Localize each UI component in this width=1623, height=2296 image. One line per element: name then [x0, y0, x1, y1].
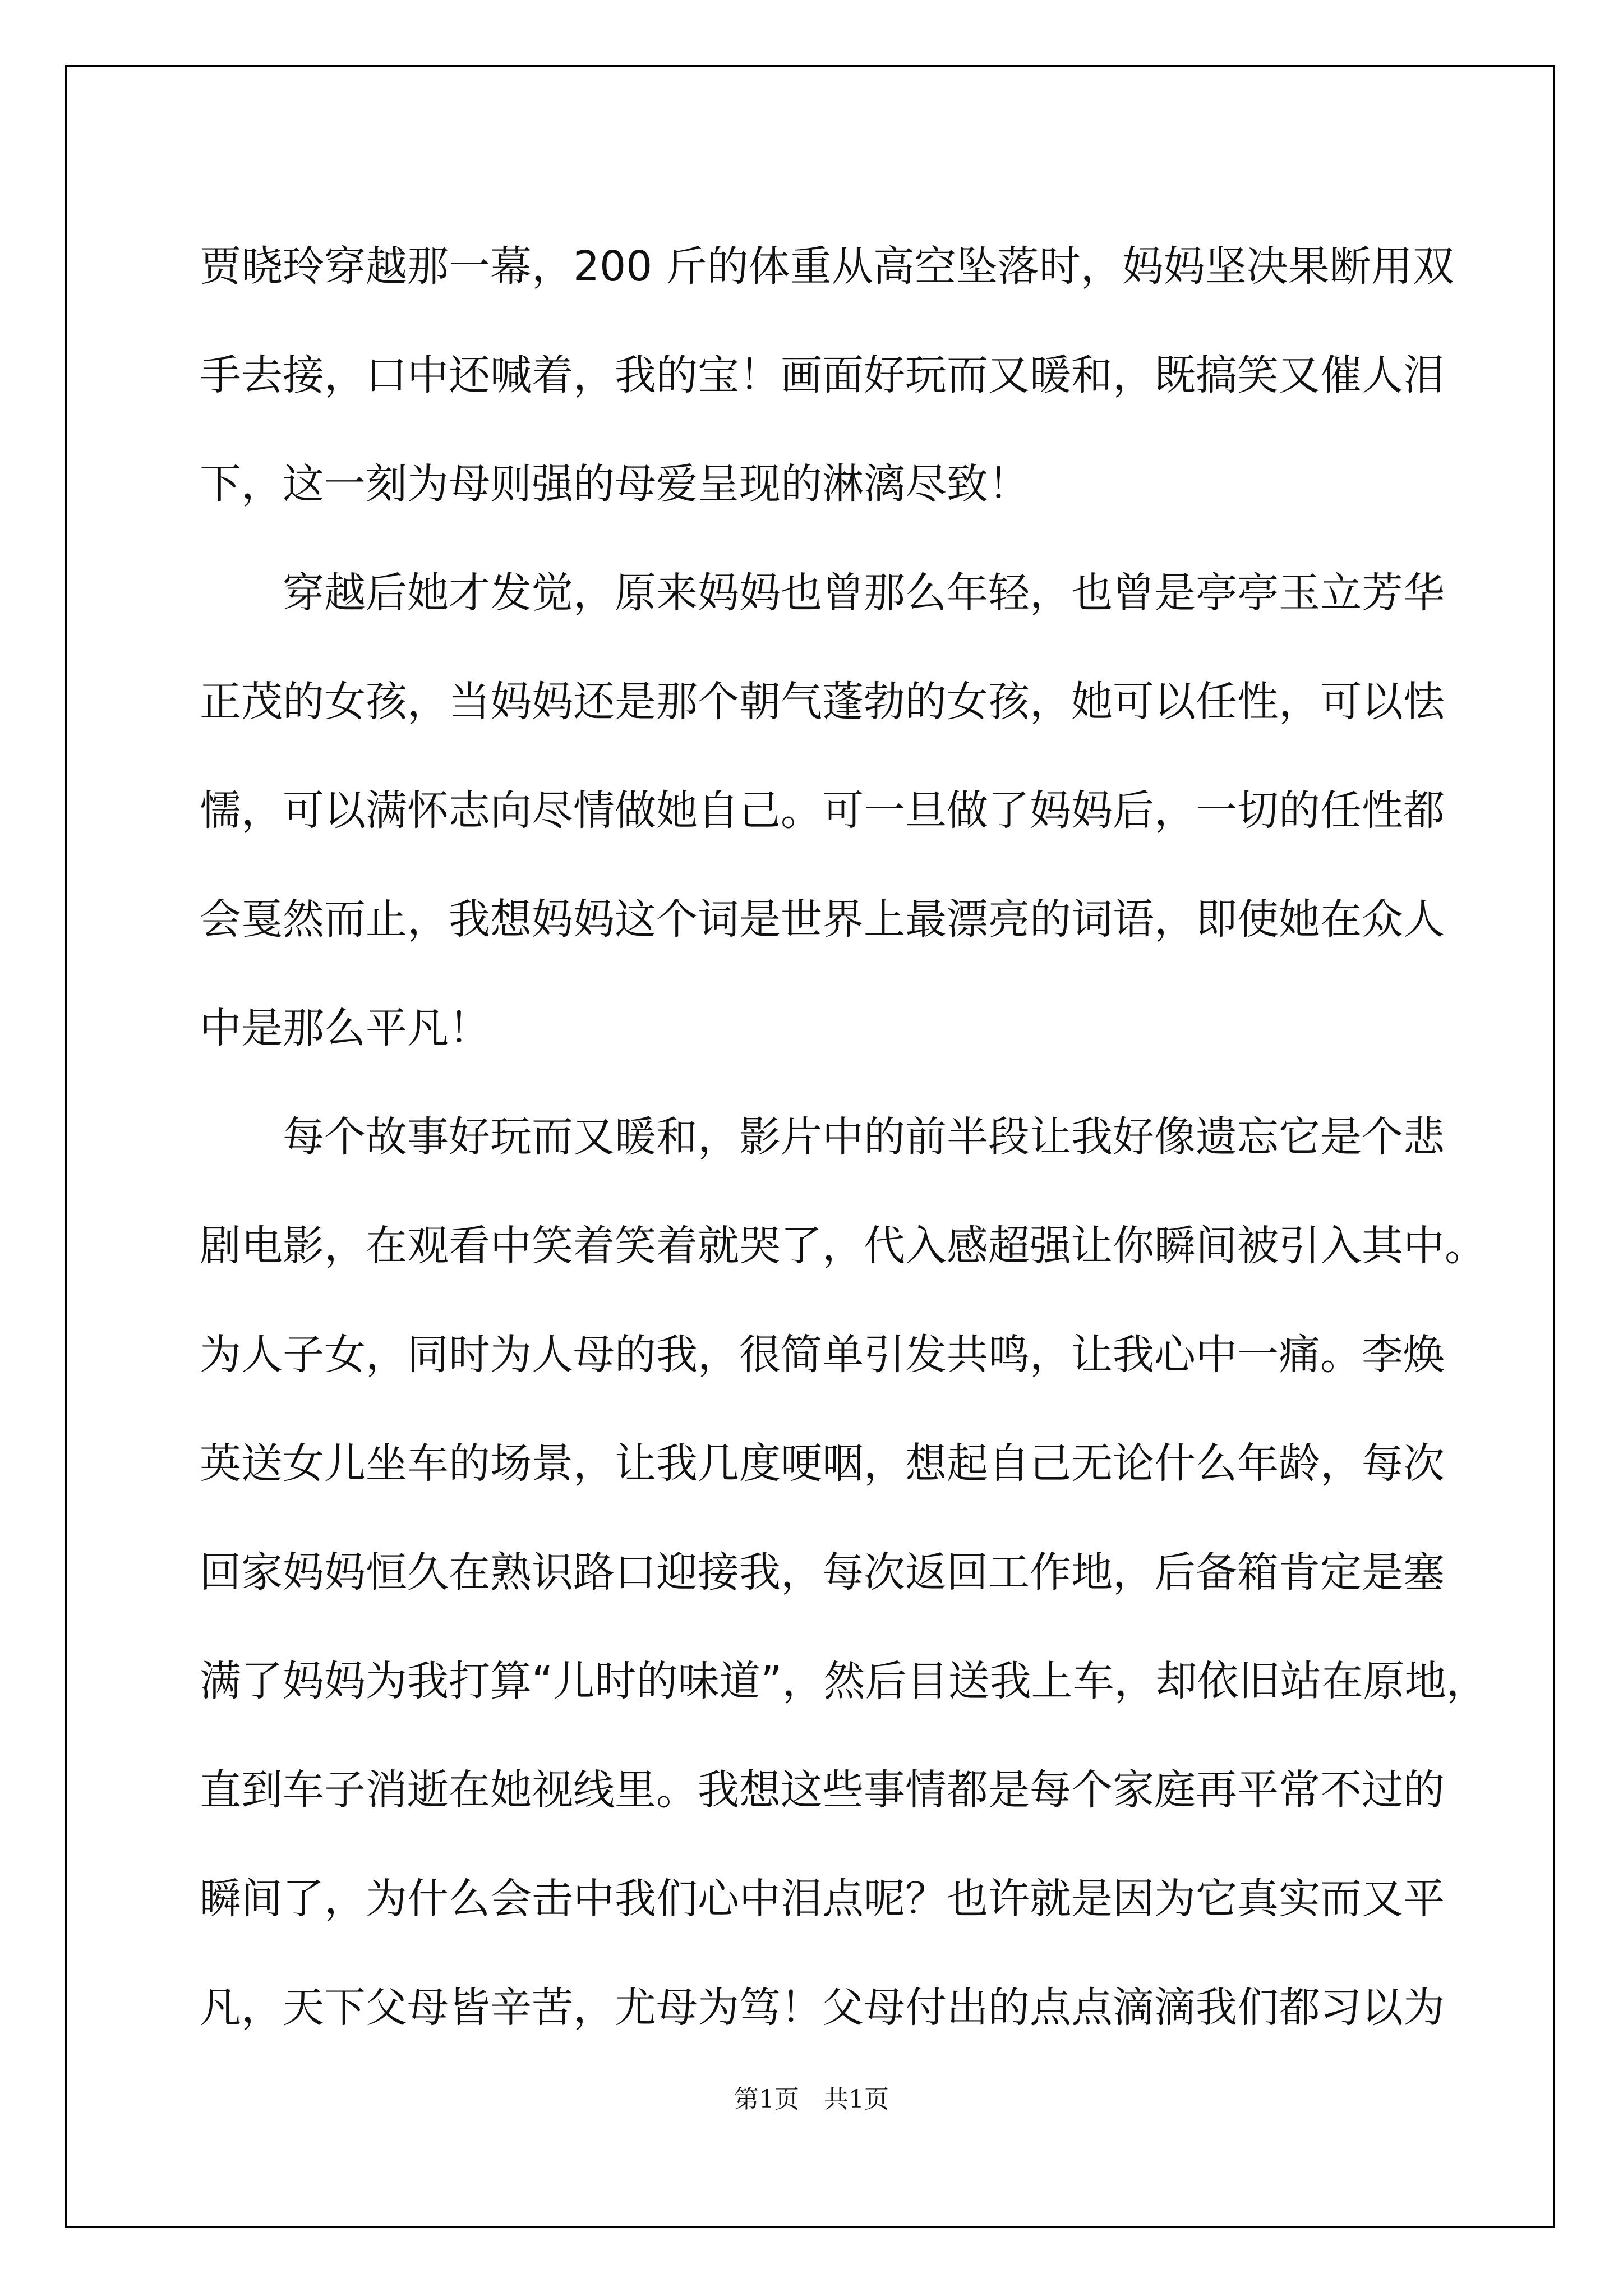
text-line: 直到车子消逝在她视线里。我想这些事情都是每个家庭再平常不过的	[200, 1766, 1445, 1814]
text-line: 凡，天下父母皆辛苦，尤母为笃！父母付出的点点滴滴我们都习以为	[200, 1984, 1445, 2032]
text-line: 每个故事好玩而又暖和，影片中的前半段让我好像遗忘它是个悲	[200, 1113, 1445, 1161]
page-number-footer: 第1页 共1页	[734, 2085, 889, 2114]
text-line: 瞬间了，为什么会击中我们心中泪点呢？也许就是因为它真实而又平	[200, 1875, 1445, 1923]
text-line: 剧电影，在观看中笑着笑着就哭了，代入感超强让你瞬间被引入其中。	[200, 1222, 1486, 1270]
text-line: 英送女儿坐车的场景，让我几度哽咽，想起自己无论什么年龄，每次	[200, 1439, 1445, 1488]
text-line: 穿越后她才发觉，原来妈妈也曾那么年轻，也曾是亭亭玉立芳华	[200, 569, 1445, 617]
text-line: 满了妈妈为我打算“儿时的味道”，然后目送我上车，却依旧站在原地，	[200, 1657, 1488, 1705]
text-line: 中是那么平凡！	[200, 1004, 490, 1052]
text-line: 正茂的女孩，当妈妈还是那个朝气蓬勃的女孩，她可以任性，可以怯	[200, 678, 1445, 726]
text-line: 下，这一刻为母则强的母爱呈现的淋漓尽致！	[200, 460, 1030, 508]
text-line: 回家妈妈恒久在熟识路口迎接我，每次返回工作地，后备箱肯定是塞	[200, 1548, 1445, 1596]
document-body	[200, 212, 1488, 2062]
text-line: 懦，可以满怀志向尽情做她自己。可一旦做了妈妈后，一切的任性都	[200, 786, 1445, 835]
text-line: 手去接，口中还喊着，我的宝！画面好玩而又暖和，既搞笑又催人泪	[200, 351, 1445, 399]
text-line: 为人子女，同时为人母的我，很简单引发共鸣，让我心中一痛。李焕	[200, 1331, 1445, 1379]
text-line: 会戛然而止，我想妈妈这个词是世界上最漂亮的词语，即使她在众人	[200, 895, 1445, 944]
text-line: 贾晓玲穿越那一幕，200 斤的体重从高空坠落时，妈妈坚决果断用双	[200, 242, 1454, 291]
